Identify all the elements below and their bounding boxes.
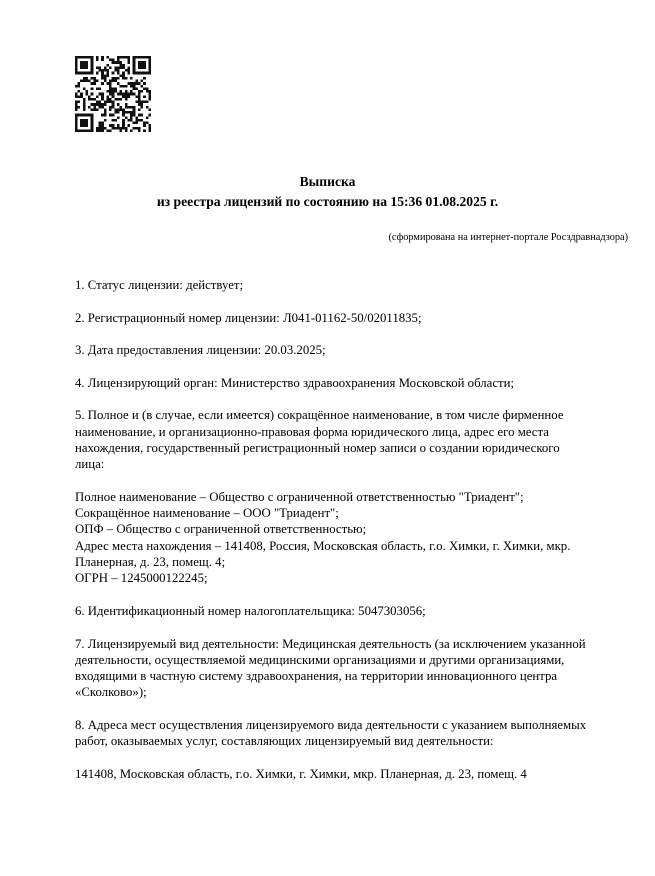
qr-code (75, 56, 151, 132)
formation-note: (сформирована на интернет-портале Росздравнадзора) (388, 232, 628, 243)
document-title (0, 172, 655, 212)
org-address: Адрес места нахождения – 141408, Россия, Московская область, г.о. Химки, г. Химки, мкр. Планерная, д. 23, помещ. 4; (75, 538, 571, 570)
paragraph-7-licensed-activity: 7. Лицензируемый вид деятельности: Медицинская деятельность (за исключением указанной деятельности, осуществляемой медицинскими организациями и другими организациями, входящими в частную систему здравоохранения, на территории инновационного центра «Сколково»); (75, 636, 586, 700)
paragraph-8-activity-addresses-intro: 8. Адреса мест осуществления лицензируемого вида деятельности с указанием выполняемых работ, оказываемых услуг, составляющих лицензируемый вид деятельности: (75, 718, 587, 749)
paragraph-3-grant-date: 3. Дата предоставления лицензии: 20.03.2025; (75, 343, 326, 358)
paragraph-6-taxpayer-number: 6. Идентификационный номер налогоплательщика: 5047303056; (75, 603, 426, 618)
paragraph-5-org-info-intro: 5. Полное и (в случае, если имеется) сокращённое наименование, в том числе фирменное наименование, и организационно-правовая форма юридического лица, адрес его места нахождения, государственный регистрационный номер записи о создании юридического лица: (75, 408, 564, 472)
org-full-name: Полное наименование – Общество с ограниченной ответственностью "Триадент"; (75, 489, 524, 504)
org-ogrn: ОГРН – 1245000122245; (75, 571, 208, 586)
paragraph-9-activity-address: 141408, Московская область, г.о. Химки, г. Химки, мкр. Планерная, д. 23, помещ. 4 (75, 766, 527, 781)
paragraph-4-licensing-authority: 4. Лицензирующий орган: Министерство здравоохранения Московской области; (75, 375, 515, 390)
org-details-block (75, 489, 589, 587)
document-title-line1: Выписка (299, 174, 356, 189)
paragraph-1-license-status: 1. Статус лицензии: действует; (75, 278, 244, 292)
paragraph-2-registration-number: 2. Регистрационный номер лицензии: Л041-01162-50/02011835; (75, 310, 422, 325)
org-legal-form: ОПФ – Общество с ограниченной ответственностью; (75, 522, 367, 537)
document-body (75, 277, 589, 799)
org-short-name: Сокращённое наименование – ООО "Триадент"; (75, 506, 339, 521)
document-title-line2: из реестра лицензий по состоянию на 15:36 01.08.2025 г. (156, 194, 499, 209)
